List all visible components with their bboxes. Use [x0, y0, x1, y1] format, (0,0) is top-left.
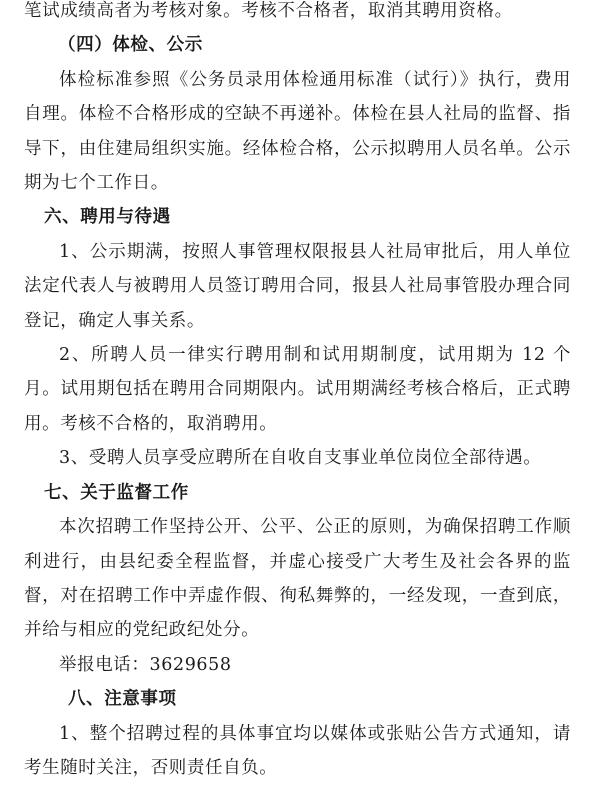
heading-physical-check: （四）体检、公示: [58, 35, 203, 56]
paragraph-exam-result: 笔试成绩高者为考核对象。考核不合格者，取消其聘用资格。: [24, 1, 513, 21]
paragraph-physical-check: 体检标准参照《公务员录用体检通用标准（试行）》执行，费用自理。体检不合格形成的空缺不再递补。体检在县人社局的监督、指导下，由住建局组织实施。经体检合格，公示拟聘用人员名单。公示期为七个工作日。: [24, 69, 571, 194]
report-hotline: 举报电话：3629658: [59, 654, 232, 675]
paragraph-employment-1: 1、公示期满，按照人事管理权限报县人社局审批后，用人单位法定代表人与被聘用人员签订聘用合同，报县人社局事管股办理合同登记，确定人事关系。: [24, 241, 571, 331]
paragraph-employment-3: 3、受聘人员享受应聘所在自收自支事业单位岗位全部待遇。: [59, 448, 542, 469]
heading-supervision: 七、关于监督工作: [44, 482, 189, 503]
heading-notes: 八、注意事项: [68, 689, 177, 710]
heading-employment: 六、聘用与待遇: [44, 207, 171, 228]
paragraph-employment-2: 2、所聘人员一律实行聘用制和试用期制度，试用期为 12 个月。试用期包括在聘用合同期限内。试用期满经考核合格后，正式聘用。考核不合格的，取消聘用。: [24, 345, 571, 434]
paragraph-notes-1: 1、整个招聘过程的具体事宜均以媒体或张贴公告方式通知，请考生随时关注，否则责任自负。: [24, 723, 571, 778]
paragraph-supervision: 本次招聘工作坚持公开、公平、公正的原则，为确保招聘工作顺利进行，由县纪委全程监督，并虚心接受广大考生及社会各界的监督，对在招聘工作中弄虚作假、徇私舞弊的，一经发现，一查到底，并给与相应的党纪政纪处分。: [24, 517, 571, 641]
